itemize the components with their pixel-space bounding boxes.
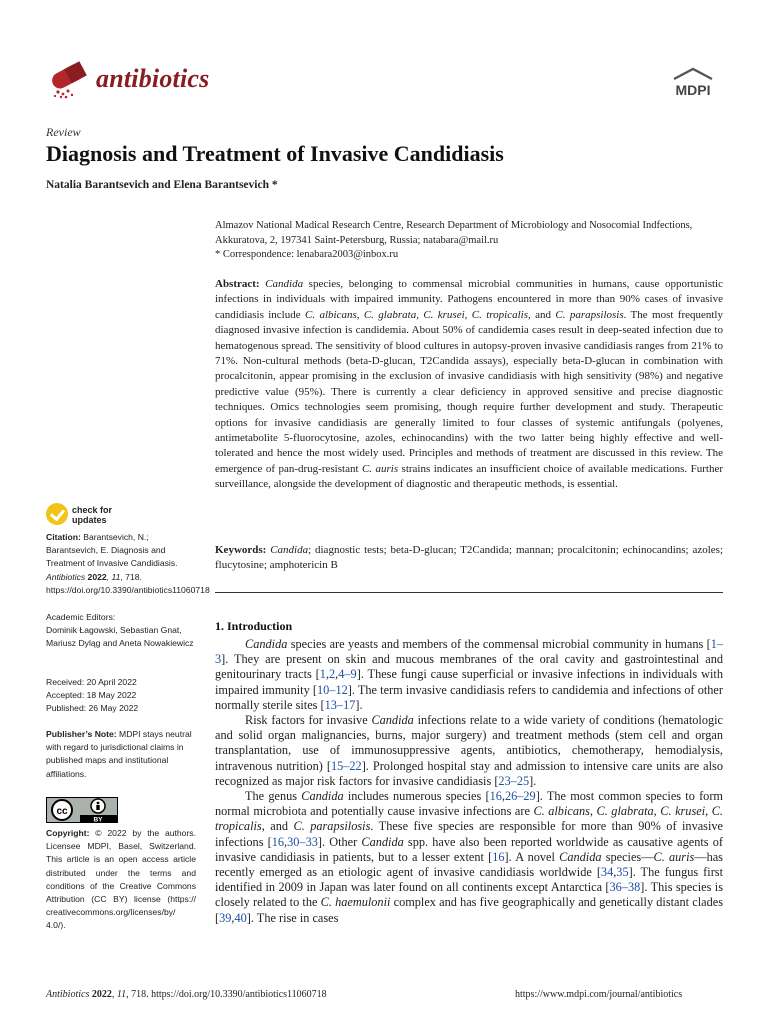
- reference-link[interactable]: 1: [319, 667, 326, 682]
- reference-link[interactable]: 15–22: [330, 758, 362, 773]
- editors-label: Academic Editors:: [46, 612, 116, 622]
- page-title: Diagnosis and Treatment of Invasive Candidiasis: [46, 141, 504, 166]
- copyright-text: © 2022 by the authors. Licensee MDPI, Basel, Switzerland. This article is an open access article distributed under the terms and conditions of the Creative Commons Attribution (CC BY) license (https:// creativecommons.org/licenses/by/ 4.0/).: [46, 828, 196, 931]
- journal-logo-icon: [46, 60, 92, 100]
- pubnote-text: MDPI stays neutral with regard to jurisdictional claims in published maps and institutional affiliations.: [46, 729, 192, 779]
- italic-term: Candida: [265, 278, 304, 290]
- editors-names: Dominik Łagowski, Sebastian Gnat, Mariusz Dyląg and Aneta Nowakiewicz: [46, 625, 194, 649]
- correspondence: * Correspondence: lenabara2003@inbox.ru: [215, 249, 399, 260]
- article-type: Review: [46, 125, 81, 139]
- abstract-label: Abstract:: [215, 278, 260, 290]
- keywords-label: Keywords:: [215, 544, 267, 556]
- reference-link[interactable]: 34: [600, 865, 614, 880]
- reference-link[interactable]: 16: [492, 849, 505, 864]
- italic-term: Candida: [559, 849, 602, 864]
- reference-link[interactable]: 16: [489, 789, 502, 804]
- mdpi-logo-icon: [666, 67, 720, 101]
- citation: [46, 531, 210, 597]
- reference-link[interactable]: 36–38: [609, 880, 641, 895]
- citation-text: Barantsevich, N.; Barantsevich, E. Diagnosis and Treatment of Invasive Candidiasis.: [46, 532, 178, 569]
- cc-by-label: BY: [93, 816, 103, 823]
- italic-term: C. albicans, C. glabrata, C. krusei, C. tropicalis: [305, 308, 528, 321]
- reference-link[interactable]: 23–25: [498, 773, 530, 788]
- reference-link[interactable]: 2: [329, 667, 336, 682]
- abstract: [215, 277, 723, 493]
- paragraph: The genus Candida includes numerous species [16,26–29]. The most common species to form normal microbiota and potentially cause invasive infections are C. albicans, C. glabrata, C. krusei, C. tropicalis, and C. parapsilosis. These five species are responsible for more than 90% of invasive infections [16,30–33]. Other Candida spp. have also been reported worldwide as causative agents of invasive candidiasis in patients, but to a lesser extent [16]. A novel Candida species—C. auris—has recently emerged as an etiologic agent of invasive candidiasis worldwide [34,35]. The fungus first identified in 2009 in Japan was later found on all continents except Antarctica [36–38]. This species is closely related to the C. haemulonii complex and has five geographically and genetically distant clades [39,40]. The rise in cases: [215, 789, 723, 925]
- affiliation: Almazov National Madical Research Centre, Research Department of Microbiology and Nosocomial Indfections, Akkuratova, 2, 197341 Saint-Petersburg, Russia; natabara@mail.ru: [215, 220, 693, 246]
- italic-term: C. parapsilosis: [293, 819, 371, 834]
- citation-label: Citation:: [46, 532, 81, 542]
- italic-term: Candida: [371, 713, 414, 728]
- keywords: [215, 543, 723, 574]
- italic-term: Candida: [270, 544, 309, 556]
- citation-volume: , 11: [106, 571, 121, 582]
- checkmark-icon: [46, 503, 68, 525]
- check-updates-label: check for updates: [72, 505, 113, 525]
- citation-year: 2022: [85, 571, 107, 582]
- reference-link[interactable]: 1–3: [215, 637, 723, 667]
- published-date: Published: 26 May 2022: [46, 703, 139, 714]
- check-for-updates-button[interactable]: [46, 503, 156, 529]
- italic-term: C. albicans, C. glabrata, C. krusei, C. tropicalis: [215, 804, 723, 834]
- paragraph: Risk factors for invasive Candida infections relate to a wide variety of conditions (hematologic and solid organ malignancies, burns, major surgery) and treatment methods (stem cell and organ transplantation, use of immunosuppressive agents, antibiotics, chemotherapy, hemodialysis, intravenous nutrition) [15–22]. Prolonged hospital stay and admission to intensive care units are also recognized as major risk factors for invasive candidiasis [23–25].: [215, 713, 724, 788]
- publisher-note: [46, 728, 196, 781]
- italic-term: C. haemulonii: [320, 895, 391, 910]
- footer-doi: , 718. https://doi.org/10.3390/antibiotics11060718: [126, 989, 327, 1000]
- reference-link[interactable]: 39: [219, 910, 232, 925]
- reference-link[interactable]: 35: [616, 865, 629, 880]
- italic-term: Candida: [245, 637, 288, 651]
- divider: [215, 592, 723, 593]
- copyright: [46, 827, 196, 933]
- reference-link[interactable]: 13–17: [324, 697, 356, 712]
- authors: Natalia Barantsevich and Elena Barantsevich *: [46, 179, 278, 191]
- section-heading: 1. Introduction: [215, 619, 293, 633]
- reference-link[interactable]: 10–12: [317, 682, 348, 697]
- accepted-date: Accepted: 18 May 2022: [46, 690, 137, 701]
- italic-term: C. auris: [653, 849, 695, 864]
- publisher-name: MDPI: [675, 82, 711, 98]
- pubnote-label: Publisher’s Note:: [46, 729, 117, 739]
- footer-journal: Antibiotics: [46, 989, 90, 1000]
- abstract-text: Candida species, belonging to commensal microbial communities in humans, cause opportunistic infections in individuals with impaired immunity. Pathogens encountered in more than 90% cases of invasive candidiasis include C. albicans, C. glabrata, C. krusei, C. tropicalis, and C. parapsilosis. The most frequently diagnosed invasive infection is candidemia. About 50% of candidemia cases result in deep-seated infection due to hematogenous spread. The sensitivity of blood cultures in autopsy-proven invasive candidiasis ranges from 21% to 71%. Non-cultural methods (beta-D-glucan, T2Candida assays), especially beta-D-glucan in combination with procalcitonin, appear promising in the exclusion of invasive candidiasis with high sensitivity (98%) and negative predictive value (95%). There is currently a clear deficiency in approved sensitive and precise diagnostic techniques. Omics technologies seem promising, though require further development and study. Therapeutic options for invasive candidiasis are generally limited to four classes of systemic antifungals (polyenes, antimetabolite 5-fluorocytosine, azoles, echinocandins) with the two latter being highly effective and well-tolerated and hence the most widely used. Principles and methods of treatment are discussed in this review. The emergence of pan-drug-resistant C. auris strains indicates an insufficient choice of available medications. Further surveillance, alongside the development of diagnostic and therapeutic methods, is essential.: [215, 278, 724, 491]
- introduction-body: [215, 637, 723, 926]
- footer-year: 2022: [89, 989, 112, 1000]
- paragraph: Candida species are yeasts and members of the commensal microbial community in humans [1–3]. They are present on skin and mucous membranes of the oral cavity and gastrointestinal and genitourinary tracts [1,2,4–9]. These fungi cause superficial or invasive infections in individuals with impaired immunity [10–12]. The term invasive candidiasis refers to candidemia and infections of other normally sterile sites [13–17].: [215, 637, 723, 712]
- cc-by-license-icon[interactable]: [46, 797, 118, 823]
- footer-volume: , 11: [111, 989, 127, 1000]
- publication-dates: [46, 676, 196, 716]
- academic-editors: [46, 611, 196, 651]
- reference-link[interactable]: 26–29: [504, 789, 536, 804]
- citation-doi: , 718. https://doi.org/10.3390/antibiotics11060718: [46, 571, 210, 595]
- italic-term: Candida: [301, 789, 344, 804]
- italic-term: C. parapsilosis: [555, 308, 624, 321]
- reference-link[interactable]: 30–33: [287, 834, 318, 849]
- italic-term: C. auris: [361, 462, 399, 475]
- reference-link[interactable]: 4–9: [338, 667, 357, 682]
- footer-citation: [46, 989, 327, 1000]
- footer-journal-url[interactable]: https://www.mdpi.com/journal/antibiotics: [515, 989, 683, 1000]
- reference-link[interactable]: 40: [234, 910, 247, 925]
- keywords-text: Candida; diagnostic tests; beta-D-glucan; T2Candida; mannan; procalcitonin; echinocandins; azoles; flucytosine; amphotericin B: [215, 544, 723, 572]
- svg-text:cc: cc: [56, 806, 68, 817]
- copyright-label: Copyright:: [46, 828, 90, 838]
- journal-name: antibiotics: [96, 64, 210, 93]
- citation-journal: Antibiotics: [46, 571, 86, 582]
- received-date: Received: 20 April 2022: [46, 677, 137, 687]
- reference-link[interactable]: 16: [271, 834, 285, 849]
- italic-term: Candida: [361, 834, 404, 849]
